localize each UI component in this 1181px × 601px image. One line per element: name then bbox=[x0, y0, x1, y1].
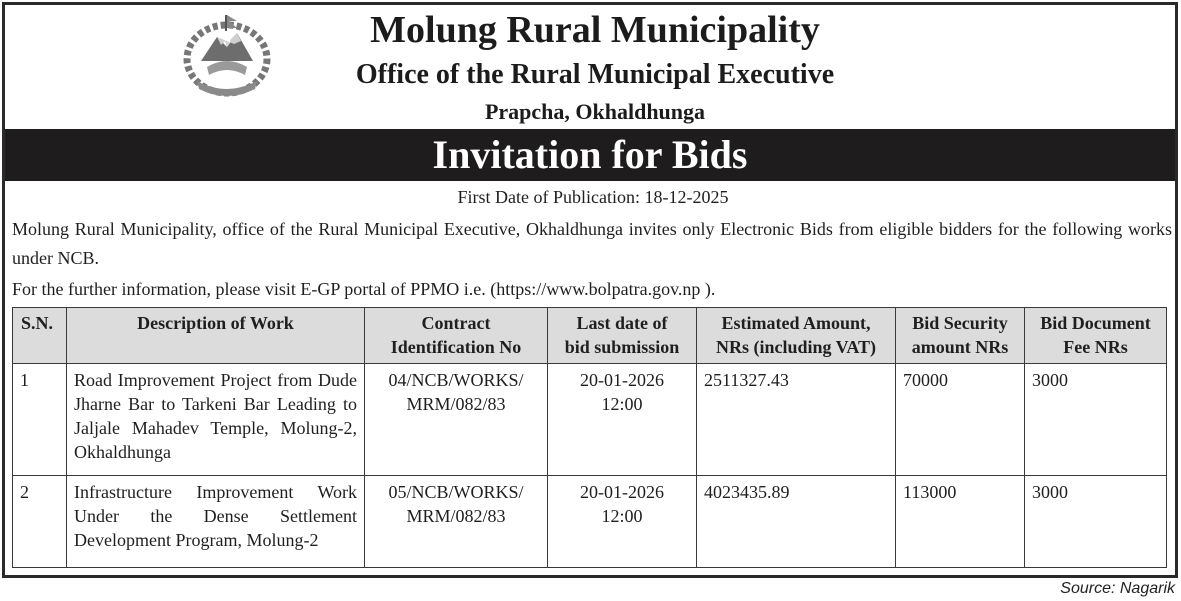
cell-estimated-amount: 4023435.89 bbox=[697, 476, 896, 568]
bids-table bbox=[12, 307, 1167, 568]
column-header-sn: S.N. bbox=[13, 308, 67, 364]
cell-contract-id: 04/NCB/WORKS/ MRM/082/83 bbox=[365, 364, 548, 476]
notice-banner-title: Invitation for Bids bbox=[5, 129, 1175, 181]
table-row bbox=[13, 364, 1167, 476]
cell-description: Road Improvement Project from Dude Jharne Bar to Tarkeni Bar Leading to Jaljale Mahadev Temple, Molung-2, Okhaldhunga bbox=[67, 364, 365, 476]
table-row bbox=[13, 476, 1167, 568]
cell-document-fee: 3000 bbox=[1025, 364, 1167, 476]
office-title: Office of the Rural Municipal Executive bbox=[355, 59, 835, 90]
cell-sn: 2 bbox=[13, 476, 67, 568]
table-header-row bbox=[13, 308, 1167, 364]
intro-paragraph: Molung Rural Municipality, office of the Rural Municipal Executive, Okhaldhunga invites only Electronic Bids from eligible bidders for the following works under NCB. bbox=[12, 219, 1172, 268]
municipality-title: Molung Rural Municipality bbox=[370, 9, 820, 51]
cell-bid-security: 113000 bbox=[896, 476, 1025, 568]
column-header-document-fee: Bid Document Fee NRs bbox=[1025, 308, 1167, 364]
cell-description: Infrastructure Improvement Work Under the Dense Settlement Development Program, Molung-2 bbox=[67, 476, 365, 568]
cell-sn: 1 bbox=[13, 364, 67, 476]
cell-document-fee: 3000 bbox=[1025, 476, 1167, 568]
source-credit: Source: Nagarik bbox=[1060, 580, 1175, 597]
column-header-estimated-amount: Estimated Amount, NRs (including VAT) bbox=[697, 308, 896, 364]
column-header-contract-id: Contract Identification No bbox=[365, 308, 548, 364]
cell-bid-security: 70000 bbox=[896, 364, 1025, 476]
column-header-last-date: Last date of bid submission bbox=[548, 308, 697, 364]
column-header-bid-security: Bid Security amount NRs bbox=[896, 308, 1025, 364]
column-header-description: Description of Work bbox=[67, 308, 365, 364]
bid-notice bbox=[2, 2, 1178, 578]
cell-last-date: 20-01-2026 12:00 bbox=[548, 364, 697, 476]
cell-last-date: 20-01-2026 12:00 bbox=[548, 476, 697, 568]
cell-contract-id: 05/NCB/WORKS/ MRM/082/83 bbox=[365, 476, 548, 568]
notice-header bbox=[5, 5, 1175, 129]
publication-date: First Date of Publication: 18-12-2025 bbox=[457, 187, 729, 207]
portal-info-paragraph: For the further information, please visit E-GP portal of PPMO i.e. (https://www.bolpatra.gov.np ). bbox=[12, 279, 716, 299]
address-text: Prapcha, Okhaldhunga bbox=[484, 99, 706, 124]
cell-estimated-amount: 2511327.43 bbox=[697, 364, 896, 476]
